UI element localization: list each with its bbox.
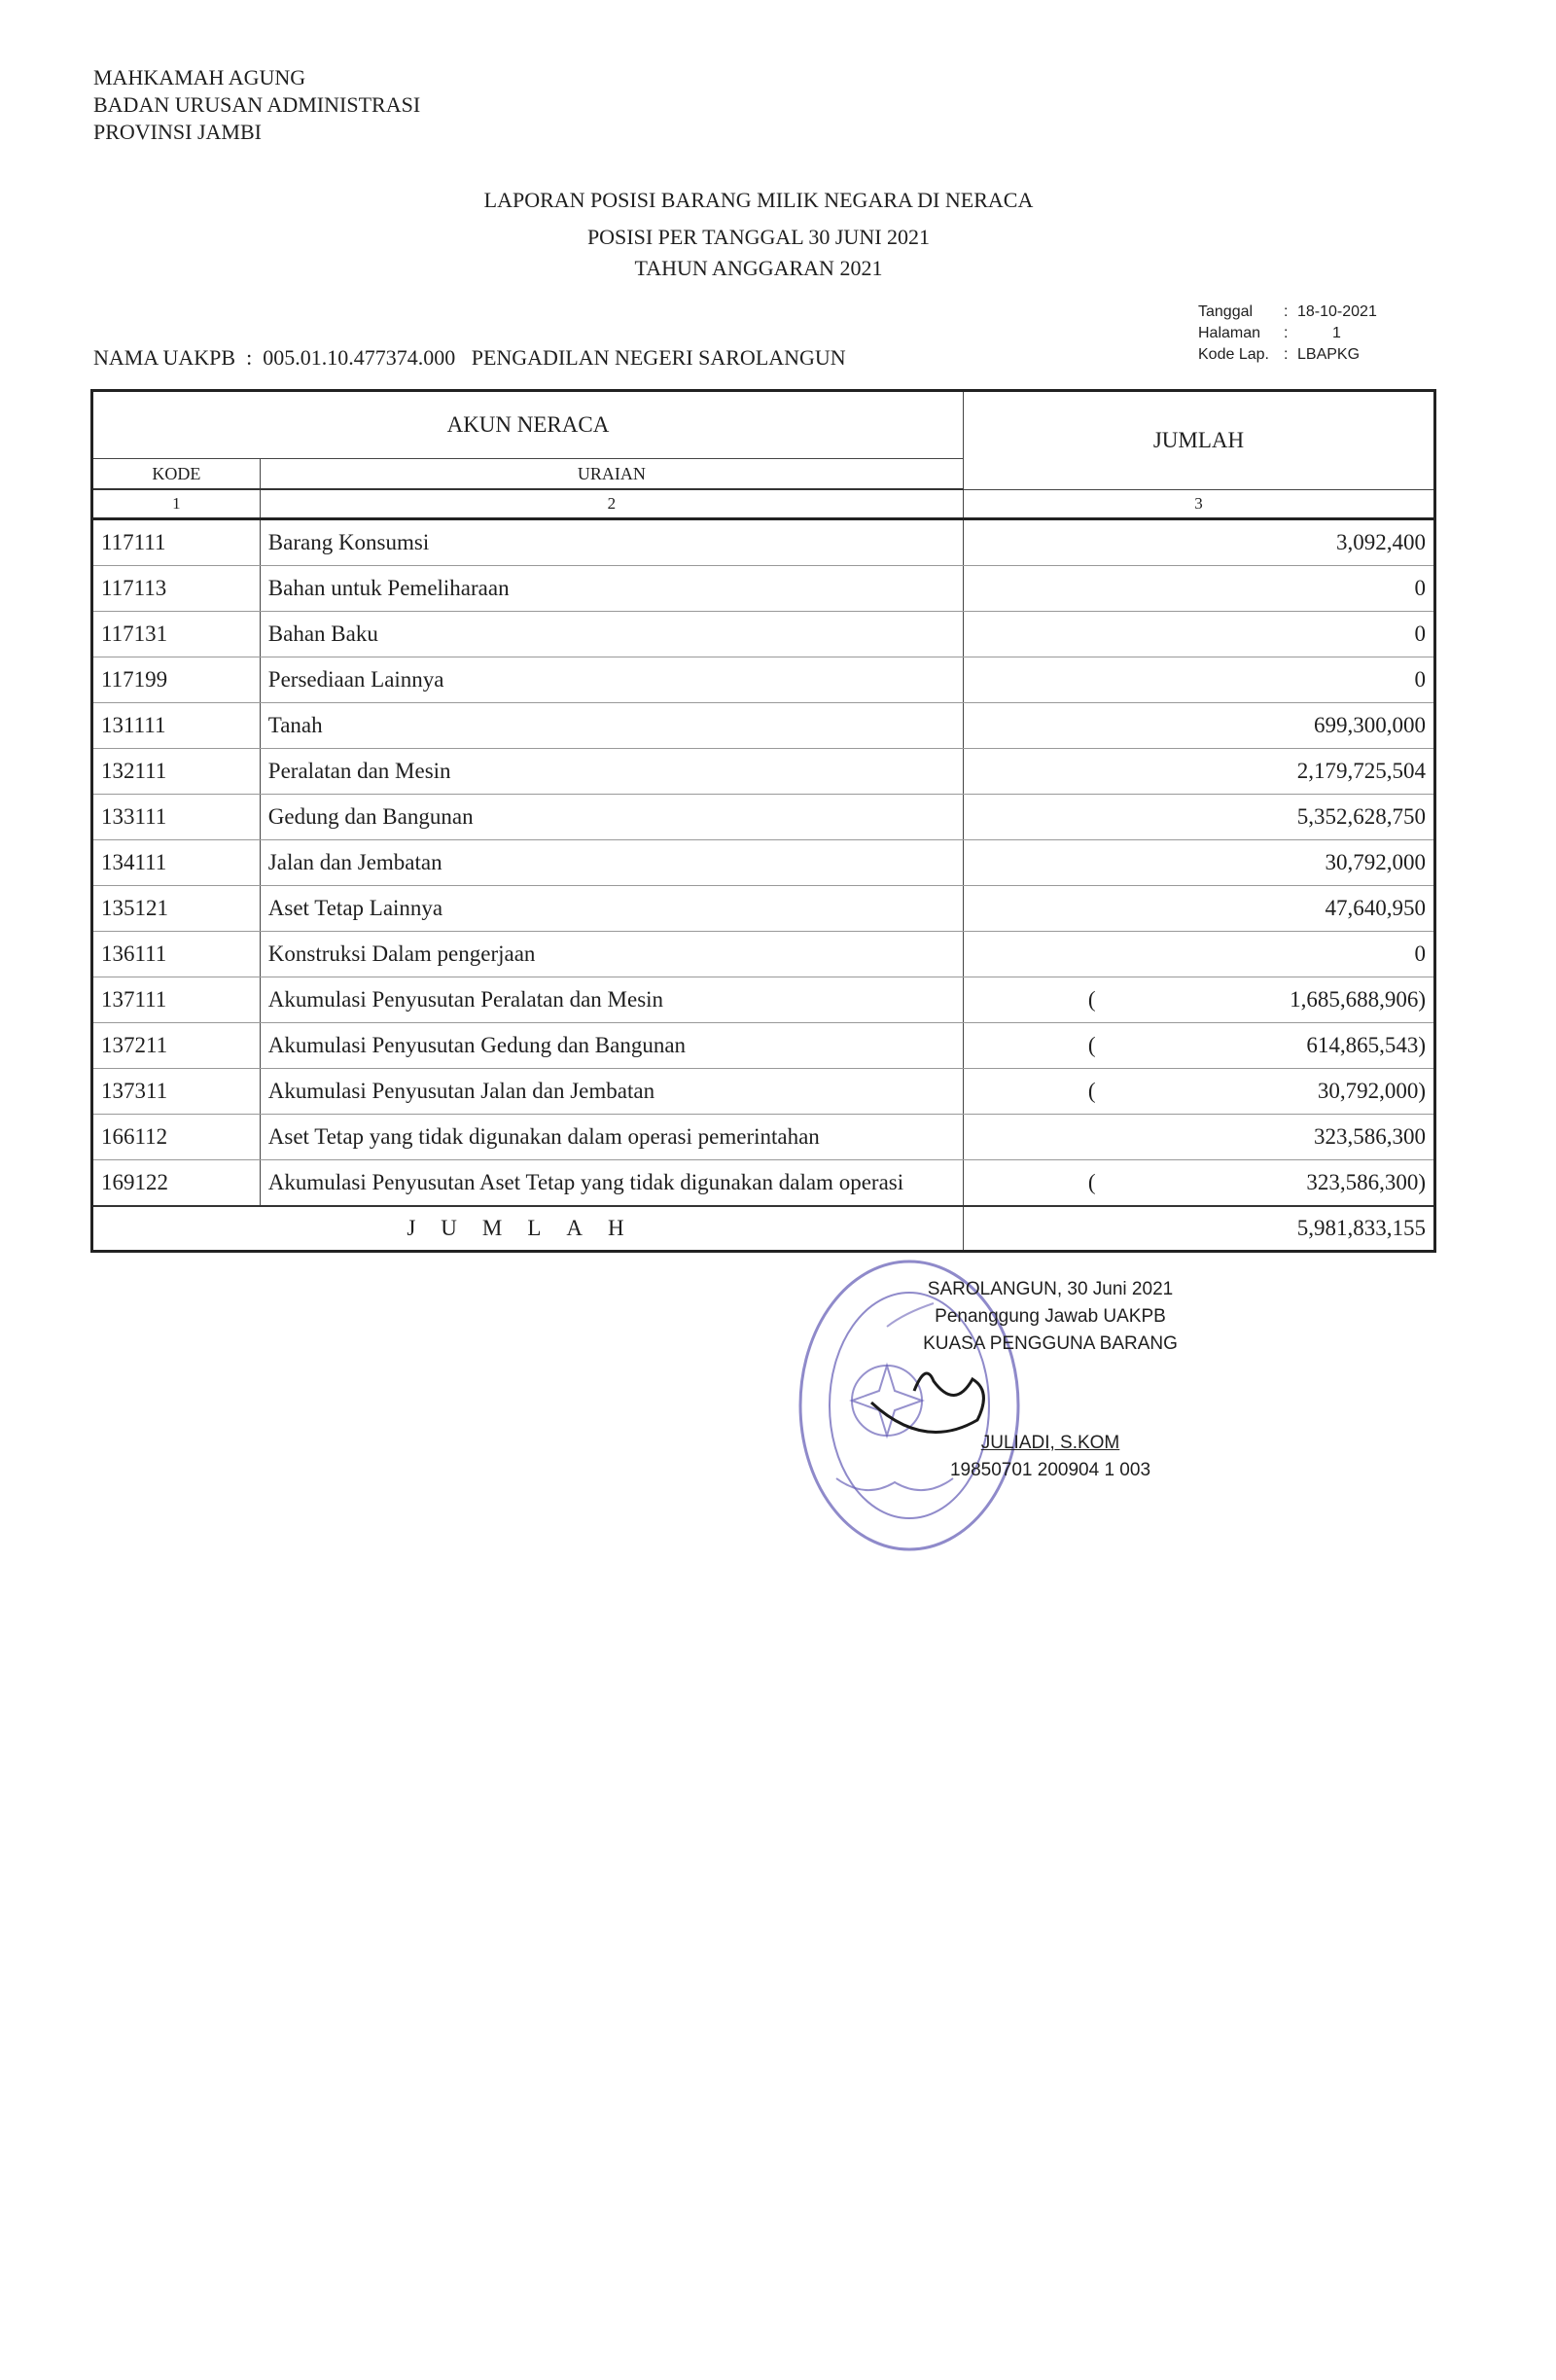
kode-lap-value: LBAPKG (1297, 346, 1361, 363)
row-kode: 136111 (92, 932, 261, 977)
report-title: LAPORAN POSISI BARANG MILIK NEGARA DI NERACA (483, 188, 1034, 212)
row-jumlah: 1,685,688,906) (1290, 987, 1426, 1012)
row-jumlah-cell (963, 519, 1434, 566)
row-jumlah-cell (963, 886, 1434, 932)
table-row (92, 886, 1435, 932)
row-kode: 131111 (92, 703, 261, 749)
table-row (92, 566, 1435, 612)
table-row (92, 1160, 1435, 1207)
org-line-2: BADAN URUSAN ADMINISTRASI (93, 92, 421, 117)
row-uraian: Konstruksi Dalam pengerjaan (260, 932, 963, 977)
column-number-1: 1 (92, 489, 261, 519)
row-jumlah: 47,640,950 (1325, 896, 1426, 920)
row-jumlah: 3,092,400 (1336, 530, 1426, 554)
table-row (92, 840, 1435, 886)
row-jumlah-cell (963, 1160, 1434, 1207)
row-uraian: Akumulasi Penyusutan Gedung dan Bangunan (260, 1023, 963, 1069)
table-row (92, 932, 1435, 977)
header-uraian: URAIAN (260, 459, 963, 490)
row-uraian: Barang Konsumsi (260, 519, 963, 566)
row-jumlah-cell (963, 612, 1434, 657)
organization-header (93, 64, 420, 146)
table-row (92, 703, 1435, 749)
row-uraian: Jalan dan Jembatan (260, 840, 963, 886)
negative-paren: ( (1087, 1033, 1096, 1057)
negative-paren: ( (1087, 1079, 1096, 1103)
column-number-2: 2 (260, 489, 963, 519)
row-jumlah-cell (963, 840, 1434, 886)
signature-place-date: SAROLANGUN, 30 Juni 2021 (927, 1279, 1174, 1299)
row-kode: 133111 (92, 795, 261, 840)
row-jumlah: 30,792,000 (1325, 850, 1426, 874)
row-jumlah-cell (963, 1069, 1434, 1115)
total-label: JUMLAH (92, 1206, 964, 1252)
row-uraian: Aset Tetap Lainnya (260, 886, 963, 932)
tanggal-value: 18-10-2021 (1297, 303, 1377, 320)
uakpb-value: 005.01.10.477374.000 PENGADILAN NEGERI SAROLANGUN (263, 345, 846, 370)
table-row (92, 657, 1435, 703)
row-uraian: Bahan Baku (260, 612, 963, 657)
row-uraian: Peralatan dan Mesin (260, 749, 963, 795)
row-jumlah-cell (963, 795, 1434, 840)
header-jumlah: JUMLAH (963, 391, 1434, 490)
row-jumlah: 30,792,000) (1317, 1079, 1426, 1103)
row-uraian: Gedung dan Bangunan (260, 795, 963, 840)
row-jumlah: 0 (1414, 941, 1426, 966)
row-kode: 137211 (92, 1023, 261, 1069)
row-uraian: Aset Tetap yang tidak digunakan dalam operasi pemerintahan (260, 1115, 963, 1160)
halaman-value: 1 (1332, 325, 1341, 341)
negative-paren: ( (1087, 1170, 1096, 1194)
table-row (92, 749, 1435, 795)
table-row (92, 1069, 1435, 1115)
row-uraian: Bahan untuk Pemeliharaan (260, 566, 963, 612)
signatory-nip: 19850701 200904 1 003 (949, 1460, 1151, 1480)
row-jumlah: 0 (1414, 667, 1426, 692)
row-jumlah: 5,352,628,750 (1296, 804, 1426, 829)
kode-lap-label: Kode Lap. (1198, 346, 1269, 363)
row-jumlah: 699,300,000 (1314, 713, 1426, 737)
row-kode: 117199 (92, 657, 261, 703)
report-fiscal-year: TAHUN ANGGARAN 2021 (634, 256, 883, 280)
row-jumlah: 0 (1414, 576, 1426, 600)
row-kode: 137111 (92, 977, 261, 1023)
uakpb-line: NAMA UAKPB : 005.01.10.477374.000 PENGADILAN NEGERI SAROLANGUN (93, 345, 846, 370)
report-meta: Tanggal : 18-10-2021 Halaman : 1 Kode Lap. : LBAPKG (1198, 302, 1377, 366)
table-row (92, 519, 1435, 566)
row-kode: 117113 (92, 566, 261, 612)
row-kode: 117131 (92, 612, 261, 657)
row-jumlah-cell (963, 1023, 1434, 1069)
row-uraian: Akumulasi Penyusutan Aset Tetap yang tidak digunakan dalam operasi (260, 1160, 963, 1207)
row-jumlah-cell (963, 703, 1434, 749)
org-line-1: MAHKAMAH AGUNG (93, 65, 306, 89)
header-kode: KODE (92, 459, 261, 490)
row-jumlah-cell (963, 977, 1434, 1023)
table-row (92, 977, 1435, 1023)
halaman-label: Halaman (1198, 325, 1261, 341)
row-jumlah-cell (963, 1115, 1434, 1160)
row-jumlah: 0 (1414, 622, 1426, 646)
row-jumlah-cell (963, 932, 1434, 977)
signature-role-2: KUASA PENGGUNA BARANG (923, 1333, 1178, 1354)
neraca-table (90, 389, 1436, 1253)
row-kode: 166112 (92, 1115, 261, 1160)
row-jumlah-cell (963, 566, 1434, 612)
org-line-3: PROVINSI JAMBI (93, 120, 262, 144)
report-date: POSISI PER TANGGAL 30 JUNI 2021 (586, 225, 931, 249)
column-number-3: 3 (963, 489, 1434, 519)
row-kode: 132111 (92, 749, 261, 795)
row-uraian: Akumulasi Penyusutan Jalan dan Jembatan (260, 1069, 963, 1115)
signatory-name: JULIADI, S.KOM (980, 1433, 1120, 1453)
row-jumlah: 614,865,543) (1306, 1033, 1426, 1057)
row-uraian: Akumulasi Penyusutan Peralatan dan Mesin (260, 977, 963, 1023)
row-kode: 135121 (92, 886, 261, 932)
row-jumlah: 323,586,300) (1306, 1170, 1426, 1194)
total-value: 5,981,833,155 (963, 1206, 1434, 1252)
row-uraian: Tanah (260, 703, 963, 749)
row-kode: 117111 (92, 519, 261, 566)
row-jumlah: 323,586,300 (1314, 1124, 1426, 1149)
table-row (92, 1115, 1435, 1160)
negative-paren: ( (1087, 987, 1096, 1012)
signature-block (875, 1276, 1225, 1484)
row-kode: 134111 (92, 840, 261, 886)
table-row (92, 1023, 1435, 1069)
row-jumlah-cell (963, 657, 1434, 703)
header-akun-neraca: AKUN NERACA (92, 391, 964, 459)
row-kode: 137311 (92, 1069, 261, 1115)
row-uraian: Persediaan Lainnya (260, 657, 963, 703)
table-row (92, 795, 1435, 840)
signature-role-1: Penanggung Jawab UAKPB (935, 1306, 1166, 1327)
row-jumlah: 2,179,725,504 (1296, 759, 1426, 783)
row-jumlah-cell (963, 749, 1434, 795)
tanggal-label: Tanggal (1198, 303, 1254, 320)
uakpb-label: NAMA UAKPB (93, 345, 236, 370)
row-kode: 169122 (92, 1160, 261, 1207)
table-row (92, 612, 1435, 657)
